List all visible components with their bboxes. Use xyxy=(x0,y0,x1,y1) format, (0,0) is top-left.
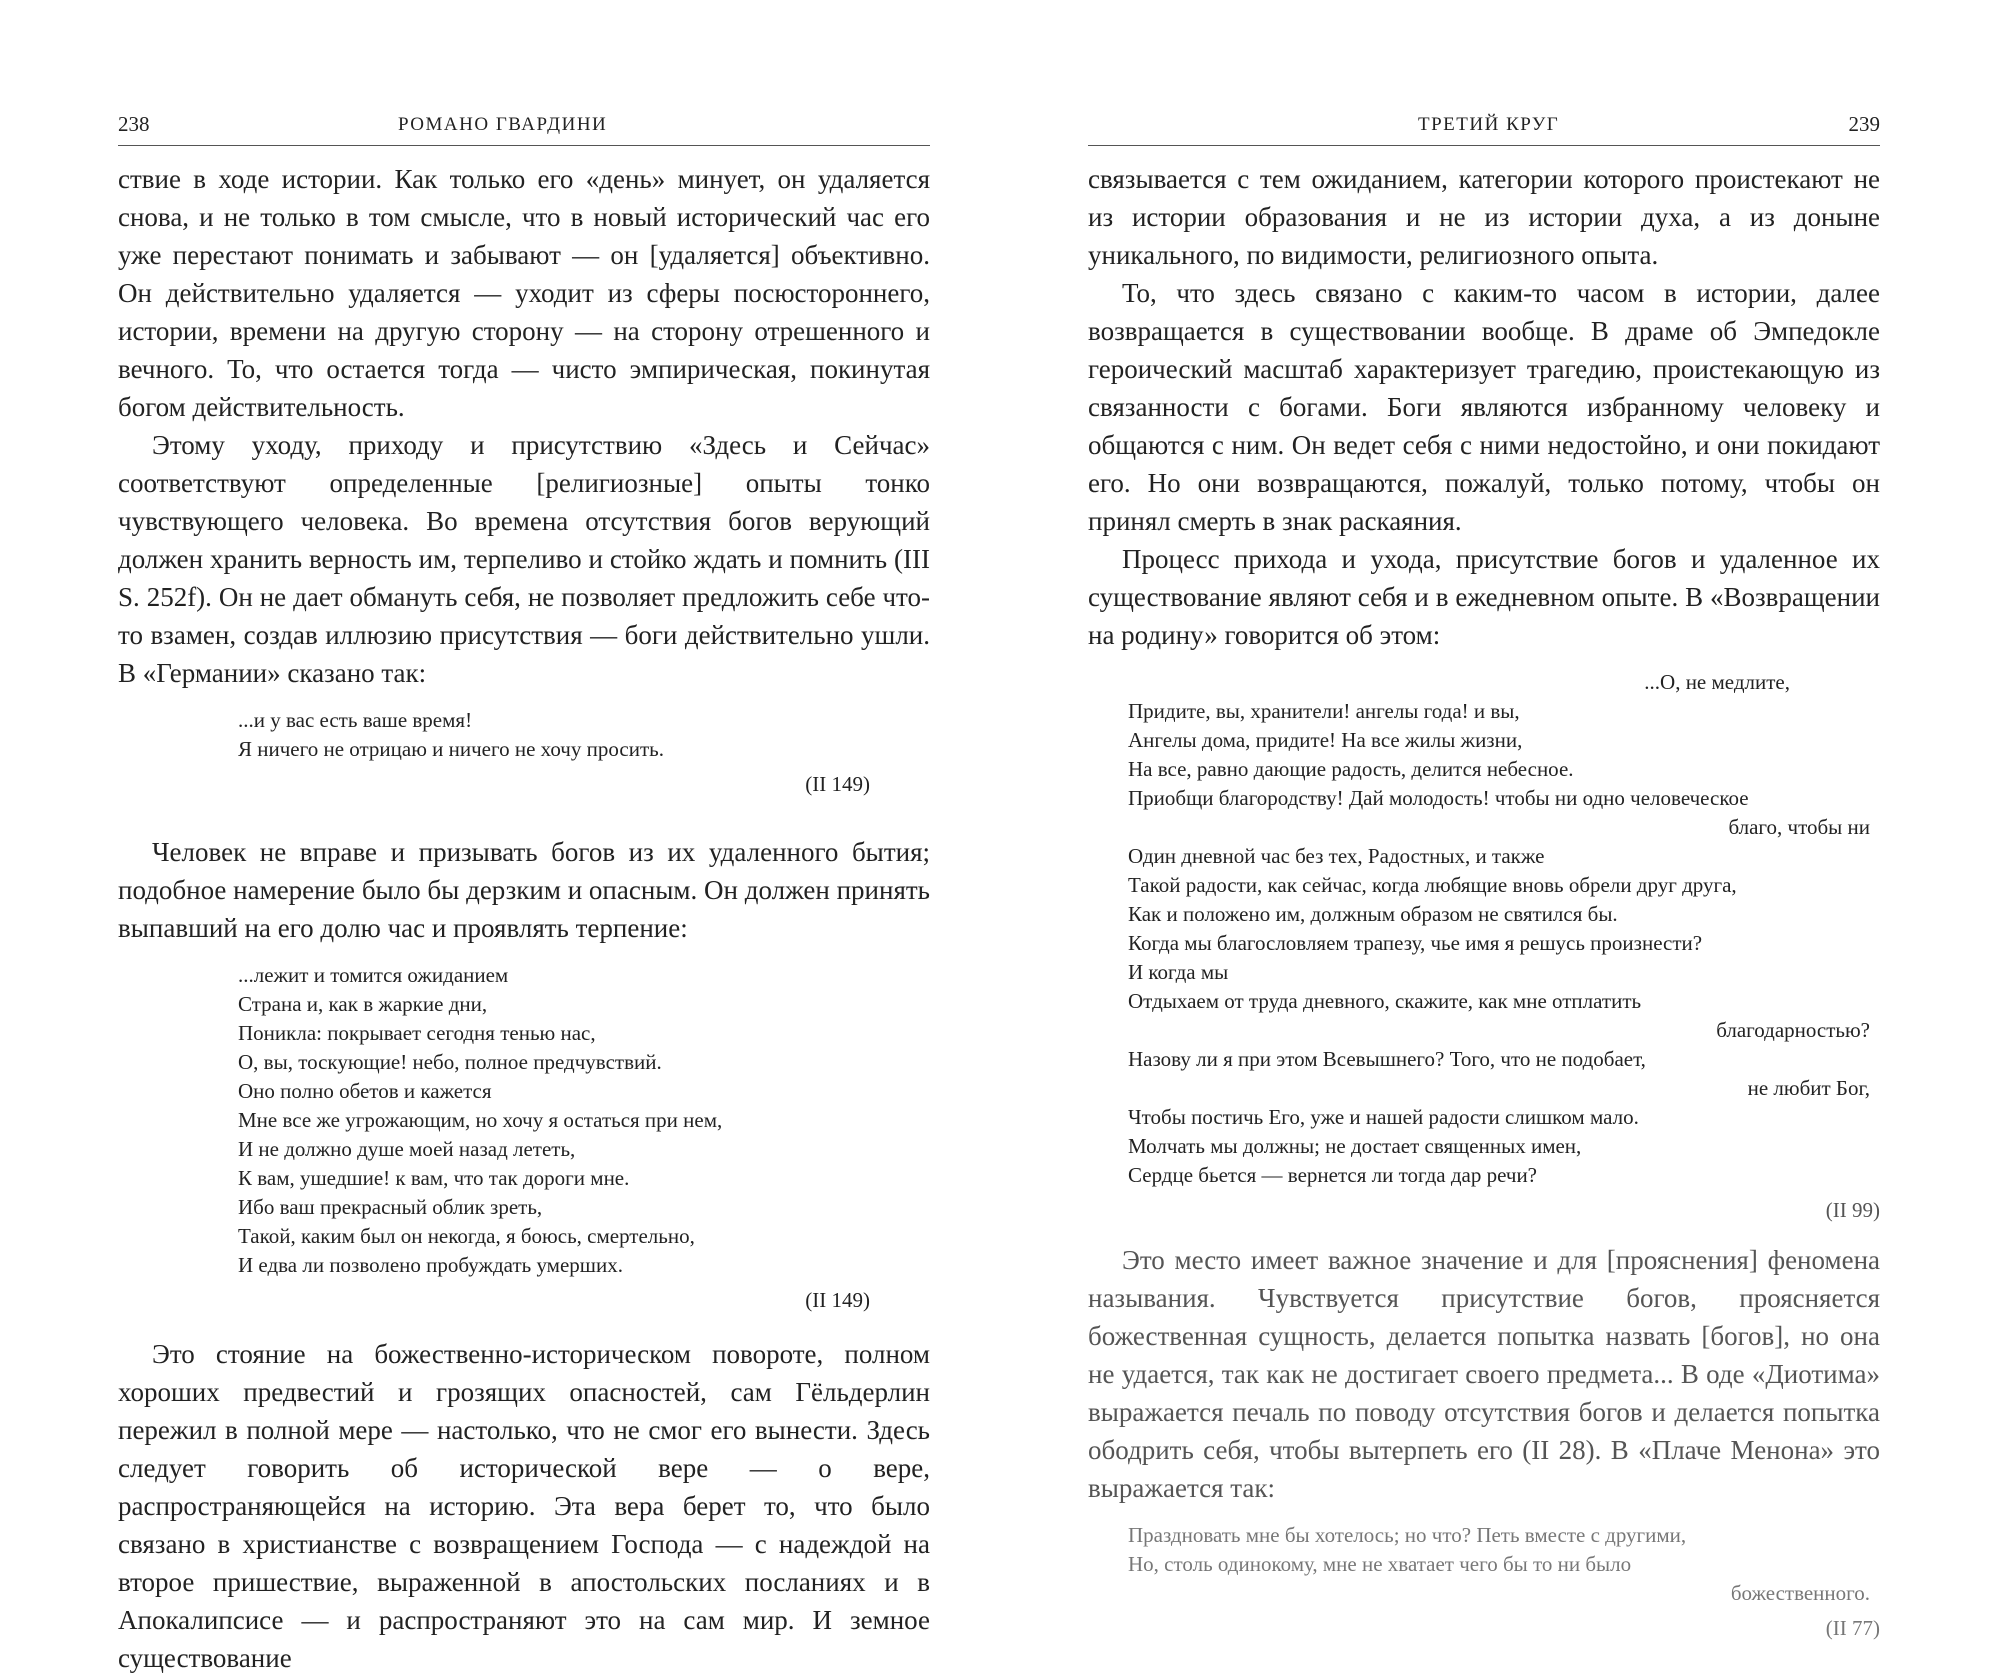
citation: (II 77) xyxy=(1825,1616,1880,1640)
verse-line: божественного. xyxy=(1730,1581,1870,1605)
verse-line: Когда мы благословляем трапезу, чье имя я решусь произнести? xyxy=(1128,931,1703,955)
verse-line: Как и положено им, должным образом не святился бы. xyxy=(1128,902,1618,926)
verse-line: ...и у вас есть ваше время! xyxy=(238,708,473,732)
paragraph: Человек не вправе и призывать богов из их удаленного бытия; подобное намерение было бы дерзким и опасным. Он должен принять выпавший на его долю час и проявлять терпение: xyxy=(118,837,930,943)
paragraph: Этому уходу, приходу и присутствию «Здесь и Сейчас» соответствуют определенные [религиозные] опыты тонко чувствующего человека. Во времена отсутствия богов верующий должен хранить верность им, терпеливо и стойко ждать и помнить (III S. 252f). Он не дает обмануть себя, не позволяет предложить себе что-то взамен, создав иллюзию присутствия — боги действительно ушли. В «Германии» сказано так: xyxy=(118,430,930,688)
paragraph: Процесс прихода и ухода, присутствие богов и удаленное их существование являют себя и в ежедневном опыте. В «Возвращении на родину» говорится об этом: xyxy=(1088,544,1880,650)
verse-line: О, вы, тоскующие! небо, полное предчувствий. xyxy=(238,1050,662,1074)
verse-line: Праздновать мне бы хотелось; но что? Петь вместе с другими, xyxy=(1128,1523,1687,1547)
verse-line: Чтобы постичь Его, уже и нашей радости слишком мало. xyxy=(1128,1105,1639,1129)
left-page-body xyxy=(118,160,930,1677)
verse-line: Назову ли я при этом Всевышнего? Того, что не подобает, xyxy=(1128,1047,1646,1071)
citation: (II 99) xyxy=(1825,1198,1880,1222)
page-number: 238 xyxy=(118,112,150,136)
verse-line: Я ничего не отрицаю и ничего не хочу просить. xyxy=(238,737,664,761)
citation: (II 149) xyxy=(805,1288,870,1312)
citation: (II 149) xyxy=(805,772,870,796)
verse-quote xyxy=(1088,668,1880,1190)
verse-line: не любит Бог, xyxy=(1747,1076,1870,1100)
verse-line: благодарностью? xyxy=(1716,1018,1870,1042)
verse-quote xyxy=(118,961,930,1280)
left-page xyxy=(0,0,1000,1673)
right-page-body xyxy=(1088,160,1880,1643)
verse-line: Сердце бьется — вернется ли тогда дар речи? xyxy=(1128,1163,1537,1187)
verse-line: Один дневной час без тех, Радостных, и также xyxy=(1128,844,1545,868)
verse-line: На все, равно дающие радость, делится небесное. xyxy=(1128,757,1574,781)
paragraph: ствие в ходе истории. Как только его «день» минует, он удаляется снова, и не только в том смысле, что в новый исторический час его уже перестают понимать и забывают — он [удаляется] объективно. Он действительно удаляется — уходит из сферы посюстороннего, истории, времени на другую сторону — на сторону отрешенного и вечного. То, что остается тогда — чисто эмпирическая, покинутая богом действительность. xyxy=(118,164,930,422)
verse-line: Придите, вы, хранители! ангелы года! и вы, xyxy=(1128,699,1520,723)
verse-quote xyxy=(118,706,930,764)
verse-line: Оно полно обетов и кажется xyxy=(238,1079,492,1103)
right-page-header xyxy=(1088,112,1880,146)
verse-line: И не должно душе моей назад лететь, xyxy=(238,1137,576,1161)
verse-line: И едва ли позволено пробуждать умерших. xyxy=(238,1253,623,1277)
verse-line: Молчать мы должны; не достает священных имен, xyxy=(1128,1134,1582,1158)
header-rule xyxy=(1088,145,1880,146)
verse-line: Мне все же угрожающим, но хочу я остаться при нем, xyxy=(238,1108,723,1132)
left-page-header xyxy=(118,112,930,146)
verse-line: Ангелы дома, придите! На все жилы жизни, xyxy=(1128,728,1523,752)
paragraph: связывается с тем ожиданием, категории которого проистекают не из истории образования и не из истории духа, а из доныне уникального, по видимости, религиозного опыта. xyxy=(1088,164,1880,270)
right-page xyxy=(1000,0,2000,1640)
verse-line: К вам, ушедшие! к вам, что так дороги мне. xyxy=(238,1166,630,1190)
verse-line: благо, чтобы ни xyxy=(1728,815,1870,839)
verse-quote xyxy=(1088,1521,1880,1608)
verse-line: Но, столь одинокому, мне не хватает чего бы то ни было xyxy=(1128,1552,1632,1576)
verse-line: Страна и, как в жаркие дни, xyxy=(238,992,488,1016)
verse-line: Ибо ваш прекрасный облик зреть, xyxy=(238,1195,543,1219)
running-head: РОМАНО ГВАРДИНИ xyxy=(398,114,608,135)
verse-line: Приобщи благородству! Дай молодость! чтобы ни одно человеческое xyxy=(1128,786,1749,810)
paragraph: То, что здесь связано с каким-то часом в истории, далее возвращается в существовании вообще. В драме об Эмпедокле героический масштаб характеризует трагедию, проистекающую из связанности с богами. Боги являются избранному человеку и общаются с ним. Он ведет себя с ними недостойно, и они покидают его. Но они возвращаются, пожалуй, только потому, чтобы он принял смерть в знак раскаяния. xyxy=(1088,278,1880,536)
verse-line: Поникла: покрывает сегодня тенью нас, xyxy=(238,1021,596,1045)
page-number: 239 xyxy=(1848,112,1880,136)
running-head: ТРЕТИЙ КРУГ xyxy=(1418,114,1560,135)
header-rule xyxy=(118,145,930,146)
verse-line: Такой, каким был он некогда, я боюсь, смертельно, xyxy=(238,1224,695,1248)
verse-line: ...лежит и томится ожиданием xyxy=(238,963,509,987)
verse-line: Такой радости, как сейчас, когда любящие вновь обрели друг друга, xyxy=(1128,873,1737,897)
verse-line: Отдыхаем от труда дневного, скажите, как мне отплатить xyxy=(1128,989,1642,1013)
verse-line: И когда мы xyxy=(1128,960,1229,984)
paragraph: Это стояние на божественно-историческом повороте, полном хороших предвестий и грозящих опасностей, сам Гёльдерлин пережил в полной мере — настолько, что не смог его вынести. Здесь следует говорить об исторической вере — о вере, распространяющейся на историю. Эта вера берет то, что было связано в христианстве с возвращением Господа — с надеждой на второе пришествие, выраженной в апостольских посланиях и в Апокалипсисе — и распространяют это на сам мир. И земное существование xyxy=(118,1339,930,1673)
verse-line: ...О, не медлите, xyxy=(1644,670,1790,694)
paragraph: Это место имеет важное значение и для [прояснения] феномена называния. Чувствуется присутствие богов, проясняется божественная сущность, делается попытка назвать [богов], но она не удается, так как не достигает своего предмета... В оде «Диотима» выражается печаль по поводу отсутствия богов и делается попытка ободрить себя, чтобы вытерпеть его (II 28). В «Плаче Менона» это выражается так: xyxy=(1088,1245,1880,1503)
